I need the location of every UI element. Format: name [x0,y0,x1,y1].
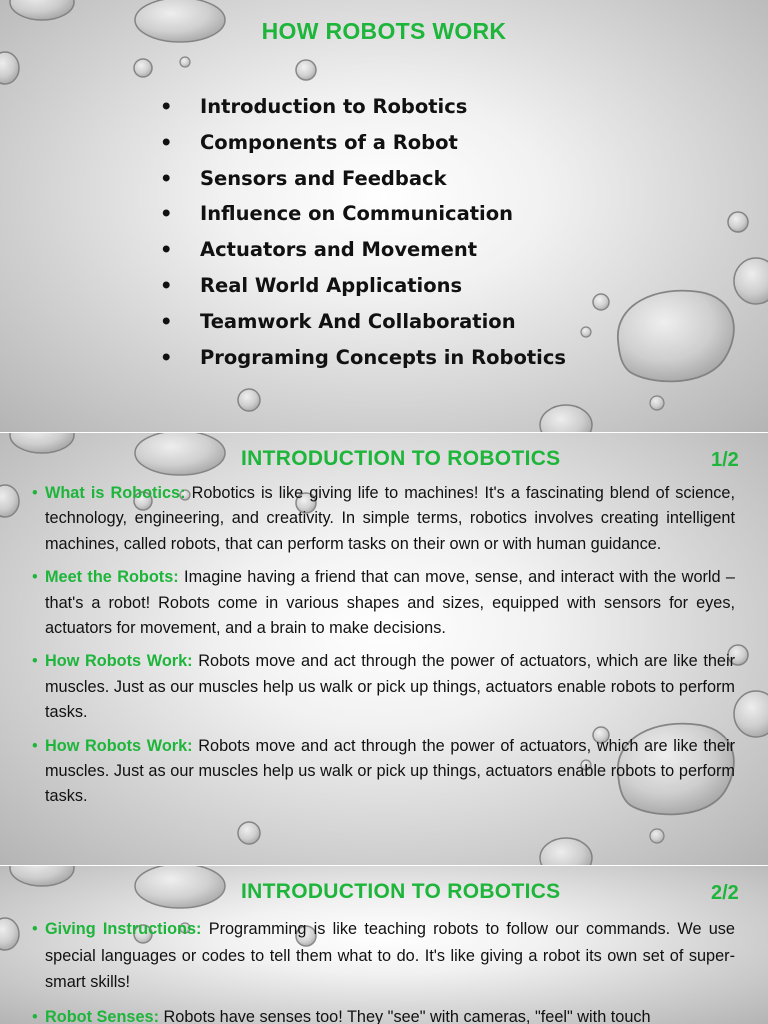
item-label: Meet the Robots: [45,568,179,587]
content-list [32,916,735,1024]
list-item: • Sensors and Feedback [160,164,566,200]
list-item: • Actuators and Movement [160,235,566,271]
item-text: Programming is like teaching robots to follow our commands. We use special languages or codes to tell them what to do. It's like giving a robot its own set of super-smart skills! [45,920,735,991]
page-number: 1/2 [711,449,739,471]
bullet-icon: • [160,130,173,154]
bullet-icon: • [160,345,173,369]
item-label: How Robots Work: [45,736,193,755]
topics-list [160,92,566,378]
bullet-icon: • [32,652,38,671]
list-item: • Influence on Communication [160,199,566,235]
bullet-icon: • [32,1007,38,1024]
content-list [32,481,735,818]
slide-title: INTRODUCTION TO ROBOTICS [241,447,561,470]
item-label: Robot Senses: [45,1007,159,1024]
bullet-icon: • [160,309,173,333]
list-item: • Introduction to Robotics [160,92,566,128]
list-item: • Components of a Robot [160,128,566,164]
list-item: • Real World Applications [160,271,566,307]
list-item: • Teamwork And Collaboration [160,307,566,343]
item-text: Robotics is like giving life to machines! It's a fascinating blend of science, technology, engineering, and creativity. In simple terms, robotics involves creating intelligent machines, called robots, that can perform tasks on their own or with human guidance. [45,484,736,553]
list-item [32,734,735,810]
bullet-icon: • [32,736,38,755]
slide-introduction-1 [0,433,768,865]
list-item [32,1004,735,1024]
bullet-icon: • [160,238,173,262]
slide-title: HOW ROBOTS WORK [261,18,507,44]
list-item: • Programing Concepts in Robotics [160,343,566,379]
list-item [32,916,735,996]
list-item [32,565,735,641]
item-label: How Robots Work: [45,652,193,671]
bullet-icon: • [32,484,38,502]
page-number: 2/2 [711,882,739,904]
item-text: Robots have senses too! They "see" with cameras, "feel" with touch [163,1007,651,1024]
bullet-icon: • [32,920,38,938]
list-item [32,649,735,725]
item-text: Imagine having a friend that can move, sense, and interact with the world – that's a robot! Robots come in various shapes and sizes, equipped with sensors for eyes, actuators for movement, and a brain to make decisions. [45,568,735,638]
bullet-icon: • [160,273,173,297]
slide-introduction-2 [0,866,768,1024]
item-text: Robots move and act through the power of actuators, which are like their muscles. Just as our muscles help us walk or pick up things, actuators enable robots to perform tasks. [45,736,735,806]
bullet-icon: • [160,95,173,118]
slide-title: INTRODUCTION TO ROBOTICS [241,880,561,903]
bullet-icon: • [160,166,173,190]
slide-how-robots-work [0,0,768,432]
bullet-icon: • [160,202,173,226]
list-item [32,481,735,557]
item-label: Giving Instructions: [45,920,202,938]
item-label: What is Robotics: [45,484,186,502]
item-text: Robots move and act through the power of actuators, which are like their muscles. Just as our muscles help us walk or pick up things, actuators enable robots to perform tasks. [45,652,735,722]
bullet-icon: • [32,568,38,587]
